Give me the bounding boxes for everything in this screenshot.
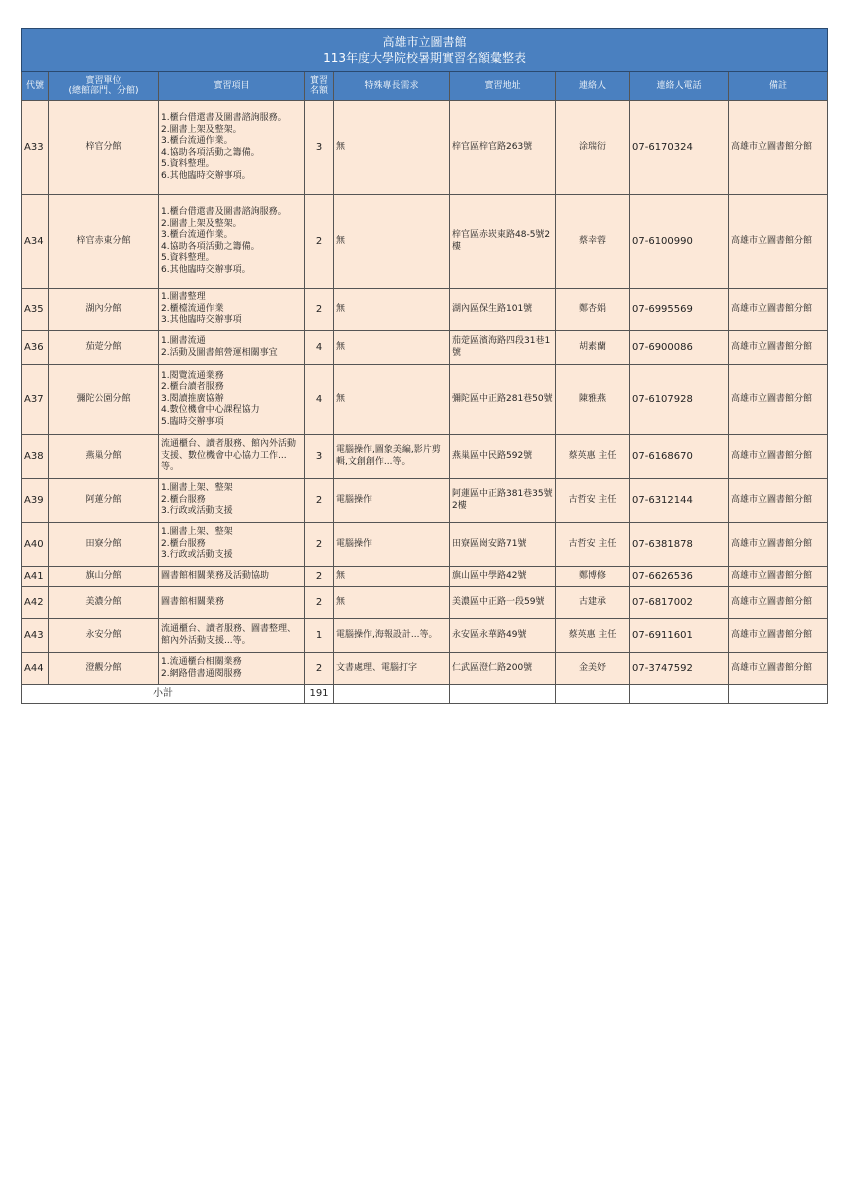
row-skills: 電腦操作 [334,523,450,567]
row-phone: 07-6170324 [630,101,729,195]
row-items: 1.圖書上架、整架 2.櫃台服務 3.行政或活動支援 [159,479,305,523]
row-unit: 燕巢分館 [49,435,159,479]
row-quota: 2 [305,587,334,619]
row-code: A38 [22,435,49,479]
row-skills: 無 [334,587,450,619]
row-code: A34 [22,195,49,289]
row-items: 流通櫃台、讀者服務、圖書整理、館內外活動支援...等。 [159,619,305,653]
row-code: A37 [22,365,49,435]
row-address: 田寮區崗安路71號 [450,523,556,567]
subtotal-label: 小計 [22,685,305,704]
table-row [22,523,828,567]
row-skills: 無 [334,331,450,365]
row-unit: 梓官分館 [49,101,159,195]
row-code: A36 [22,331,49,365]
row-contact: 涂瑞衍 [556,101,630,195]
row-contact: 鄭杏娟 [556,289,630,331]
table-row [22,365,828,435]
row-address: 茄萣區濱海路四段31巷1號 [450,331,556,365]
row-address: 梓官區赤崁東路48-5號2樓 [450,195,556,289]
header-code: 代號 [22,72,49,101]
subtotal-value: 191 [305,685,334,704]
row-remark: 高雄市立圖書館分館 [729,289,828,331]
internship-quota-table [21,28,828,704]
row-code: A43 [22,619,49,653]
header-remark: 備註 [729,72,828,101]
row-quota: 3 [305,101,334,195]
row-phone: 07-6312144 [630,479,729,523]
table-row [22,479,828,523]
row-remark: 高雄市立圖書館分館 [729,195,828,289]
row-items: 1.圖書流通 2.活動及圖書館營運相關事宜 [159,331,305,365]
row-remark: 高雄市立圖書館分館 [729,365,828,435]
header-unit-line-1: 實習單位 [85,76,122,86]
row-address: 美濃區中正路一段59號 [450,587,556,619]
row-remark: 高雄市立圖書館分館 [729,479,828,523]
row-unit: 澄觀分館 [49,653,159,685]
row-code: A39 [22,479,49,523]
row-address: 梓官區梓官路263號 [450,101,556,195]
table-row [22,195,828,289]
row-unit: 湖內分館 [49,289,159,331]
header-unit-line-2: (總館部門、分館) [68,86,139,96]
row-remark: 高雄市立圖書館分館 [729,101,828,195]
title-line-2: 113年度大學院校暑期實習名額彙整表 [323,51,526,65]
row-contact: 陳雅燕 [556,365,630,435]
header-row [22,72,828,101]
row-items: 圖書館相關業務及活動協助 [159,567,305,587]
row-address: 湖內區保生路101號 [450,289,556,331]
header-address: 實習地址 [450,72,556,101]
row-quota: 2 [305,653,334,685]
header-quota [305,72,334,101]
row-remark: 高雄市立圖書館分館 [729,653,828,685]
table-row [22,619,828,653]
row-quota: 2 [305,479,334,523]
row-contact: 古建承 [556,587,630,619]
row-unit: 梓官赤東分館 [49,195,159,289]
row-phone: 07-6107928 [630,365,729,435]
row-phone: 07-6100990 [630,195,729,289]
row-code: A41 [22,567,49,587]
row-skills: 無 [334,101,450,195]
row-phone: 07-6626536 [630,567,729,587]
row-address: 阿蓮區中正路381巷35號2樓 [450,479,556,523]
row-unit: 彌陀公園分館 [49,365,159,435]
row-contact: 鄭博修 [556,567,630,587]
row-unit: 美濃分館 [49,587,159,619]
row-remark: 高雄市立圖書館分館 [729,331,828,365]
header-contact: 連絡人 [556,72,630,101]
row-phone: 07-3747592 [630,653,729,685]
row-address: 仁武區澄仁路200號 [450,653,556,685]
row-skills: 文書處理、電腦打字 [334,653,450,685]
row-remark: 高雄市立圖書館分館 [729,523,828,567]
header-unit [49,72,159,101]
row-quota: 4 [305,331,334,365]
row-remark: 高雄市立圖書館分館 [729,587,828,619]
header-skills: 特殊專長需求 [334,72,450,101]
row-remark: 高雄市立圖書館分館 [729,619,828,653]
row-phone: 07-6995569 [630,289,729,331]
quota-summary-sheet [21,28,827,704]
table-row [22,289,828,331]
empty-cell [630,685,729,704]
subtotal-row [22,685,828,704]
row-phone: 07-6817002 [630,587,729,619]
row-items: 1.櫃台借還書及圖書諮詢服務。 2.圖書上架及整架。 3.櫃台流通作業。 4.協助各項活動之籌備。 5.資料整理。 6.其他臨時交辦事項。 [159,195,305,289]
row-items: 圖書館相關業務 [159,587,305,619]
row-contact: 蔡幸蓉 [556,195,630,289]
row-quota: 2 [305,195,334,289]
header-items: 實習項目 [159,72,305,101]
row-unit: 茄萣分館 [49,331,159,365]
row-skills: 電腦操作,圖象美編,影片剪輯,文創創作...等。 [334,435,450,479]
row-unit: 田寮分館 [49,523,159,567]
row-items: 1.圖書整理 2.櫃檯流通作業 3.其他臨時交辦事項 [159,289,305,331]
row-skills: 無 [334,195,450,289]
row-phone: 07-6381878 [630,523,729,567]
row-quota: 2 [305,523,334,567]
row-items: 1.流通櫃台相關業務 2.網路借書通閱服務 [159,653,305,685]
row-items: 1.櫃台借還書及圖書諮詢服務。 2.圖書上架及整架。 3.櫃台流通作業。 4.協助各項活動之籌備。 5.資料整理。 6.其他臨時交辦事項。 [159,101,305,195]
table-row [22,567,828,587]
row-items: 流通櫃台、讀者服務、館內外活動支援、數位機會中心協力工作...等。 [159,435,305,479]
row-quota: 3 [305,435,334,479]
row-remark: 高雄市立圖書館分館 [729,435,828,479]
row-skills: 無 [334,289,450,331]
row-quota: 2 [305,567,334,587]
table-title [22,29,828,72]
row-address: 旗山區中學路42號 [450,567,556,587]
row-code: A35 [22,289,49,331]
row-contact: 古哲安 主任 [556,523,630,567]
empty-cell [334,685,450,704]
row-contact: 胡素蘭 [556,331,630,365]
row-quota: 4 [305,365,334,435]
row-code: A42 [22,587,49,619]
row-quota: 2 [305,289,334,331]
table-row [22,587,828,619]
row-address: 彌陀區中正路281巷50號 [450,365,556,435]
header-quota-line-1: 實習 [309,76,328,86]
row-skills: 電腦操作,海報設計...等。 [334,619,450,653]
row-address: 燕巢區中民路592號 [450,435,556,479]
row-skills: 電腦操作 [334,479,450,523]
row-unit: 旗山分館 [49,567,159,587]
table-row [22,435,828,479]
row-unit: 永安分館 [49,619,159,653]
row-unit: 阿蓮分館 [49,479,159,523]
row-code: A44 [22,653,49,685]
row-phone: 07-6911601 [630,619,729,653]
empty-cell [556,685,630,704]
empty-cell [450,685,556,704]
empty-cell [729,685,828,704]
row-remark: 高雄市立圖書館分館 [729,567,828,587]
row-contact: 蔡英惠 主任 [556,619,630,653]
row-code: A40 [22,523,49,567]
title-line-1: 高雄市立圖書館 [382,35,467,49]
row-items: 1.閱覽流通業務 2.櫃台讀者服務 3.閱讀推廣協辦 4.數位機會中心課程協力 5.臨時交辦事項 [159,365,305,435]
row-quota: 1 [305,619,334,653]
table-row [22,653,828,685]
table-row [22,331,828,365]
row-address: 永安區永華路49號 [450,619,556,653]
row-phone: 07-6168670 [630,435,729,479]
header-phone: 連絡人電話 [630,72,729,101]
row-phone: 07-6900086 [630,331,729,365]
header-quota-line-2: 名額 [309,86,328,96]
row-skills: 無 [334,365,450,435]
row-skills: 無 [334,567,450,587]
row-items: 1.圖書上架、整架 2.櫃台服務 3.行政或活動支援 [159,523,305,567]
row-contact: 古哲安 主任 [556,479,630,523]
row-contact: 金美妤 [556,653,630,685]
table-row [22,101,828,195]
row-code: A33 [22,101,49,195]
row-contact: 蔡英惠 主任 [556,435,630,479]
